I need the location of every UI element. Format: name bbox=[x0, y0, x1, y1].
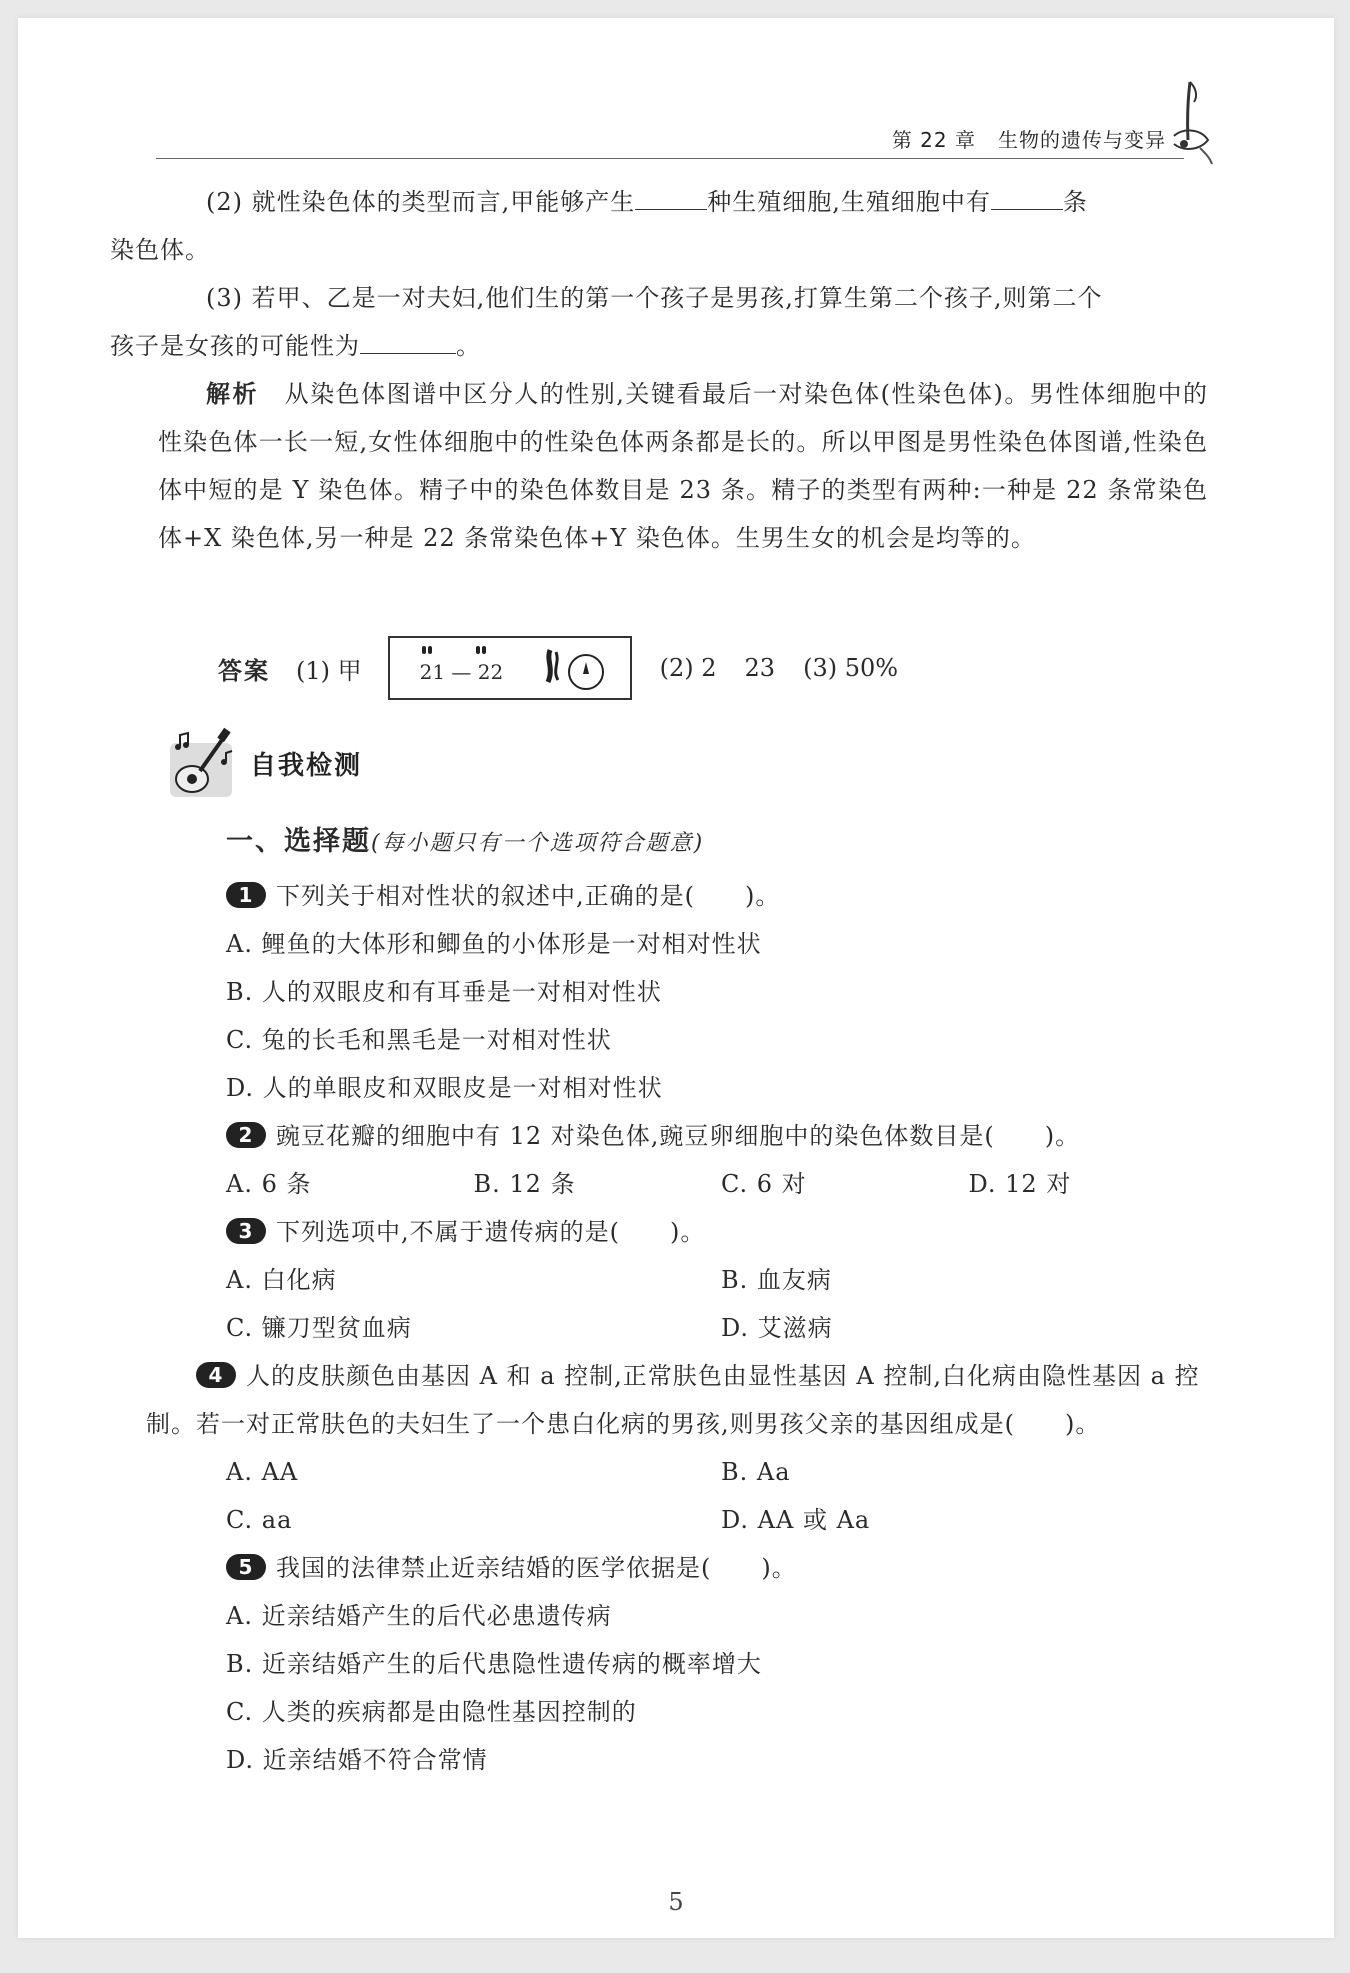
question-number-badge: 1 bbox=[226, 882, 266, 908]
music-note-decoration-icon bbox=[1160, 78, 1216, 168]
answer-part-1: (1) 甲 bbox=[296, 656, 362, 685]
answer-blank[interactable] bbox=[635, 179, 707, 210]
question-1: 1 下列关于相对性状的叙述中,正确的是( )。 bbox=[176, 872, 1216, 920]
question-2: 2 豌豆花瓣的细胞中有 12 对染色体,豌豆卵细胞中的染色体数目是( )。 bbox=[176, 1112, 1216, 1160]
analysis-label: 解析 bbox=[206, 380, 260, 408]
answer-part-2b: 23 bbox=[744, 654, 776, 682]
question-number-badge: 5 bbox=[226, 1554, 266, 1580]
question-3: 3 下列选项中,不属于遗传病的是( )。 bbox=[176, 1208, 1216, 1256]
question-number-badge: 2 bbox=[226, 1122, 266, 1148]
chromosome-pair-label: 21 — 22 bbox=[419, 660, 504, 684]
option[interactable]: A. 白化病 bbox=[226, 1266, 337, 1294]
analysis-paragraph bbox=[158, 370, 1208, 562]
option[interactable]: A. AA bbox=[226, 1458, 299, 1486]
option[interactable]: B. 近亲结婚产生的后代患隐性遗传病的概率增大 bbox=[226, 1650, 762, 1678]
section-title: 自我检测 bbox=[250, 750, 363, 781]
answer-part-2: (2) 2 bbox=[659, 654, 717, 682]
chromosome-diagram bbox=[388, 636, 632, 700]
page-header bbox=[18, 118, 1334, 158]
chapter-number: 第 22 章 bbox=[891, 128, 976, 152]
option[interactable]: D. 12 对 bbox=[968, 1170, 1072, 1198]
option[interactable]: C. 人类的疾病都是由隐性基因控制的 bbox=[226, 1698, 637, 1726]
self-check-banner bbox=[168, 723, 362, 803]
option[interactable]: A. 6 条 bbox=[226, 1170, 312, 1198]
option[interactable]: D. 艾滋病 bbox=[721, 1314, 833, 1342]
question-continuation bbox=[110, 178, 1209, 562]
question-number-badge: 4 bbox=[196, 1362, 236, 1388]
answer-part-3: (3) 50% bbox=[803, 654, 899, 682]
question-list bbox=[146, 818, 1216, 1784]
question-5: 5 我国的法律禁止近亲结婚的医学依据是( )。 bbox=[176, 1544, 1216, 1592]
sub-question-2: (2) 就性染色体的类型而言,甲能够产生 种生殖细胞,生殖细胞中有 条 染色体。 bbox=[158, 178, 1208, 274]
option[interactable]: C. 兔的长毛和黑毛是一对相对性状 bbox=[226, 1026, 612, 1054]
chapter-title: 生物的遗传与变异 bbox=[998, 128, 1166, 152]
option-row bbox=[176, 1448, 1216, 1496]
question-number-badge: 3 bbox=[226, 1218, 266, 1244]
option[interactable]: B. 人的双眼皮和有耳垂是一对相对性状 bbox=[226, 978, 662, 1006]
answer-label: 答案 bbox=[218, 656, 270, 685]
workbook-page bbox=[18, 18, 1334, 1938]
answer-row bbox=[218, 636, 898, 700]
answer-blank[interactable] bbox=[360, 323, 456, 354]
option[interactable]: C. 6 对 bbox=[721, 1170, 807, 1198]
guitar-icon bbox=[168, 725, 238, 801]
choice-heading: 一、选择题(每小题只有一个选项符合题意) bbox=[226, 826, 705, 857]
option[interactable]: B. 12 条 bbox=[473, 1170, 576, 1198]
option[interactable]: B. Aa bbox=[721, 1458, 791, 1486]
answer-blank[interactable] bbox=[991, 179, 1063, 210]
option-row bbox=[176, 1256, 1216, 1304]
option[interactable]: A. 近亲结婚产生的后代必患遗传病 bbox=[226, 1602, 612, 1630]
page-number: 5 bbox=[668, 1888, 684, 1916]
option[interactable]: C. aa bbox=[226, 1506, 293, 1534]
sub-question-3: (3) 若甲、乙是一对夫妇,他们生的第一个孩子是男孩,打算生第二个孩子,则第二个 孩子是女孩的可能性为 。 bbox=[110, 284, 1103, 360]
question-4: 4 人的皮肤颜色由基因 A 和 a 控制,正常肤色由显性基因 A 控制,白化病由隐性基因 a 控制。若一对正常肤色的夫妇生了一个患白化病的男孩,则男孩父亲的基因组成是( )。 bbox=[146, 1362, 1200, 1438]
option-row bbox=[176, 1160, 1216, 1208]
header-rule bbox=[156, 158, 1184, 159]
option[interactable]: D. AA 或 Aa bbox=[721, 1506, 871, 1534]
option[interactable]: D. 近亲结婚不符合常情 bbox=[226, 1746, 488, 1774]
option-row bbox=[176, 1304, 1216, 1352]
option[interactable]: D. 人的单眼皮和双眼皮是一对相对性状 bbox=[226, 1074, 663, 1102]
option-row bbox=[176, 1496, 1216, 1544]
option[interactable]: A. 鲤鱼的大体形和鲫鱼的小体形是一对相对性状 bbox=[226, 930, 762, 958]
option[interactable]: C. 镰刀型贫血病 bbox=[226, 1314, 412, 1342]
option[interactable]: B. 血友病 bbox=[721, 1266, 832, 1294]
analysis-text: 从染色体图谱中区分人的性别,关键看最后一对染色体(性染色体)。男性体细胞中的性染色体一长一短,女性体细胞中的性染色体两条都是长的。所以甲图是男性染色体图谱,性染色体中短的是 Y 染色体。精子中的染色体数目是 23 条。精子的类型有两种:一种是 22 条常染色体+X 染色体,另一种是 22 条常染色体+Y 染色体。生男生女的机会是均等的。 bbox=[158, 380, 1209, 552]
